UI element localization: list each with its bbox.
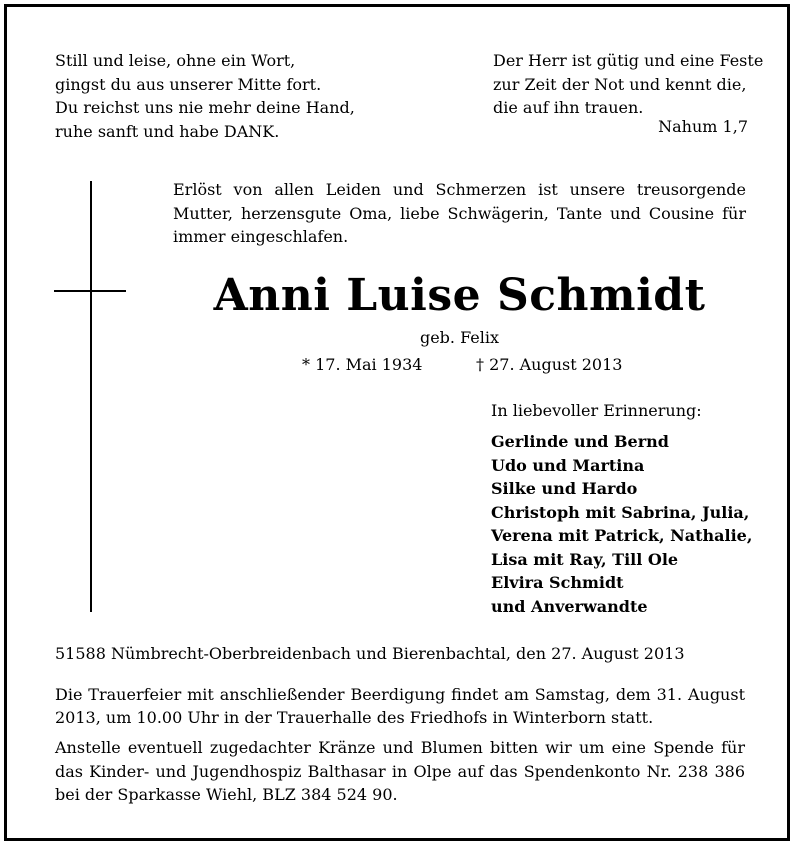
maiden-name: geb. Felix xyxy=(419,328,500,347)
deceased-name: Anni Luise Schmidt xyxy=(213,270,706,321)
mourner-item: Verena mit Patrick, Nathalie, xyxy=(491,526,753,545)
birth-date: * 17. Mai 1934 xyxy=(302,355,423,374)
mourner-item: Elvira Schmidt xyxy=(491,573,624,592)
cross-icon xyxy=(90,181,92,612)
poem-left: Still und leise, ohne ein Wort, gingst du aus unserer Mitte fort. Du reichst uns nie mehr deine Hand, ruhe sanft und habe DANK. xyxy=(55,51,355,141)
donation-info: Anstelle eventuell zugedachter Kränze und Blumen bitten wir um eine Spende für das Kinder- und Jugendhospiz Balthasar in Olpe auf das Spendenkonto Nr. 238 386 bei der Sparkasse Wiehl, BLZ 384 524 90. xyxy=(55,738,745,804)
intro-text: Erlöst von allen Leiden und Schmerzen ist unsere treusorgende Mutter, herzensgute Oma, liebe Schwägerin, Tante und Cousine für immer eingeschlafen. xyxy=(173,180,746,246)
death-date: † 27. August 2013 xyxy=(476,355,623,374)
mourner-item: Silke und Hardo xyxy=(491,479,638,498)
mourner-item: Lisa mit Ray, Till Ole xyxy=(491,549,679,569)
mourner-item: Christoph mit Sabrina, Julia, xyxy=(491,502,750,522)
memory-intro: In liebevoller Erinnerung: xyxy=(491,401,702,420)
mourner-item: Gerlinde und Bernd xyxy=(491,432,669,451)
cross-icon-bar xyxy=(54,290,126,292)
place-date: 51588 Nümbrecht-Oberbreidenbach und Bierenbachtal, den 27. August 2013 xyxy=(55,644,685,663)
bible-verse: Der Herr ist gütig und eine Feste zur Zeit der Not und kennt die, die auf ihn trauen. xyxy=(493,51,764,117)
mourner-item: Udo und Martina xyxy=(491,455,645,475)
funeral-info: Die Trauerfeier mit anschließender Beerdigung findet am Samstag, dem 31. August 2013, um 10.00 Uhr in der Trauerhalle des Friedhofs in Winterborn statt. xyxy=(55,685,745,727)
mourners-list xyxy=(491,430,752,618)
verse-reference: Nahum 1,7 xyxy=(658,117,748,136)
mourner-item: und Anverwandte xyxy=(491,596,648,616)
